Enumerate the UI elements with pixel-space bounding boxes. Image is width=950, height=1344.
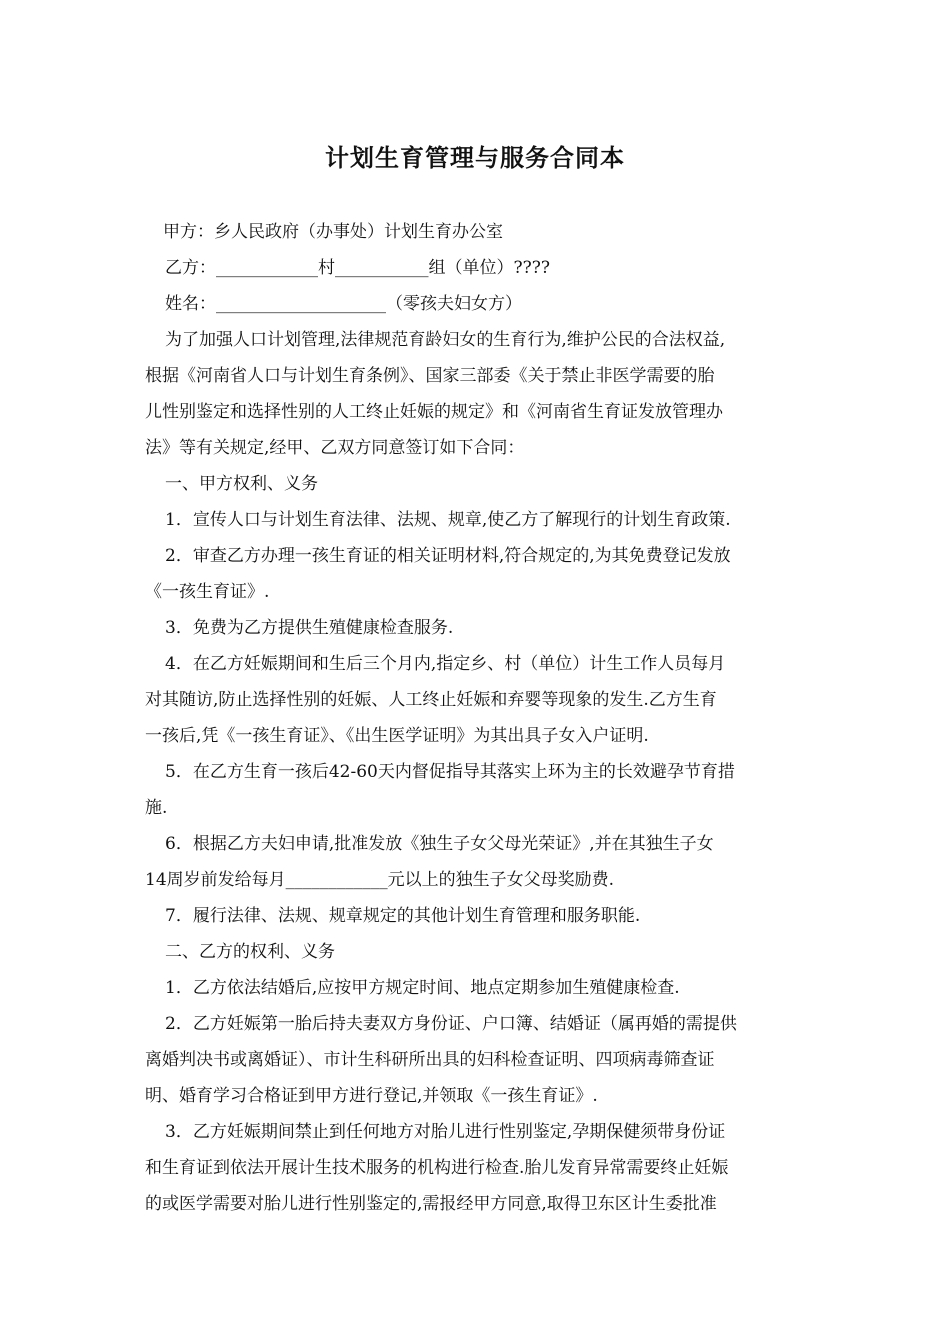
page-title: 计划生育管理与服务合同本 [325,144,625,172]
document-line: 一、甲方权利、义务 [165,474,318,494]
document-line: 和生育证到依法开展计生技术服务的机构进行检查.胎儿发育异常需要终止妊娠 [145,1158,729,1178]
document-body [145,214,810,1222]
document-line: 14周岁前发给每月____________元以上的独生子女父母奖励费. [145,870,615,890]
document-line: 为了加强人口计划管理,法律规范育龄妇女的生育行为,维护公民的合法权益, [165,330,726,350]
document-line: 根据《河南省人口与计划生育条例》、国家三部委《关于禁止非医学需要的胎 [145,366,715,386]
document-line: 乙方：____________村___________组（单位）???? [165,258,550,278]
document-line: 甲方：乡人民政府（办事处）计划生育办公室 [163,222,503,242]
document-line: 对其随访,防止选择性别的妊娠、人工终止妊娠和弃婴等现象的发生.乙方生育 [145,690,717,710]
document-line: 7．履行法律、法规、规章规定的其他计划生育管理和服务职能. [165,906,641,926]
document-line: 《一孩生育证》. [145,582,270,602]
document-line: 1．乙方依法结婚后,应按甲方规定时间、地点定期参加生殖健康检查. [165,978,680,998]
document-line: 2．审查乙方办理一孩生育证的相关证明材料,符合规定的,为其免费登记发放 [165,546,731,566]
document-line: 3．乙方妊娠期间禁止到任何地方对胎儿进行性别鉴定,孕期保健须带身份证 [165,1122,726,1142]
document-line: 姓名：____________________（零孩夫妇女方） [165,294,522,314]
document-line: 二、乙方的权利、义务 [165,942,335,962]
document-line: 的或医学需要对胎儿进行性别鉴定的,需报经甲方同意,取得卫东区计生委批准 [145,1194,717,1214]
document-line: 一孩后,凭《一孩生育证》、《出生医学证明》为其出具子女入户证明. [145,726,649,746]
document-line: 离婚判决书或离婚证）、市计生科研所出具的妇科检查证明、四项病毒筛查证 [145,1050,715,1070]
document-line: 2．乙方妊娠第一胎后持夫妻双方身份证、户口簿、结婚证（属再婚的需提供 [165,1014,737,1034]
document-line: 施. [145,798,168,818]
document-line: 明、婚育学习合格证到甲方进行登记,并领取《一孩生育证》. [145,1086,598,1106]
document-line: 1．宣传人口与计划生育法律、法规、规章,使乙方了解现行的计划生育政策. [165,510,731,530]
document-line: 5．在乙方生育一孩后42-60天内督促指导其落实上环为主的长效避孕节育措 [165,762,735,782]
document-line: 6．根据乙方夫妇申请,批准发放《独生子女父母光荣证》,并在其独生子女 [165,834,714,854]
document-line: 3．免费为乙方提供生殖健康检查服务. [165,618,454,638]
document-line: 4．在乙方妊娠期间和生后三个月内,指定乡、村（单位）计生工作人员每月 [165,654,726,674]
document-line: 法》等有关规定,经甲、乙双方同意签订如下合同： [145,438,525,458]
document-line: 儿性别鉴定和选择性别的人工终止妊娠的规定》和《河南省生育证发放管理办 [145,402,723,422]
